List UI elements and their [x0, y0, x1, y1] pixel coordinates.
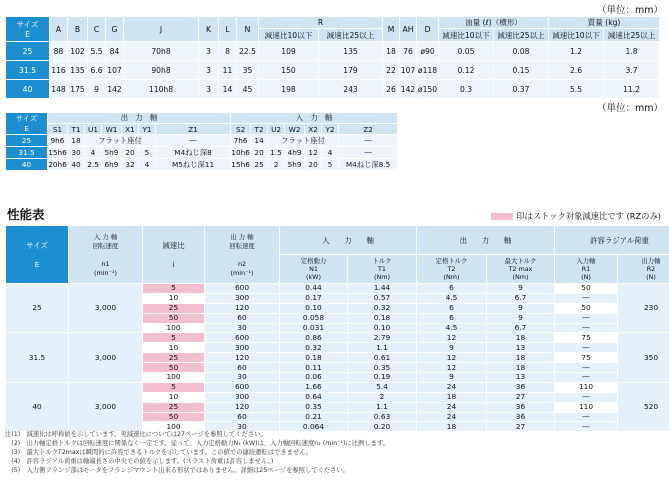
- rated-torque-cell: 9: [417, 373, 487, 383]
- stock-legend-text: 印はストック対象減速比です (RZのみ): [516, 211, 661, 221]
- shaft-table: [5, 112, 398, 171]
- rated-power-cell: 1.66: [280, 382, 348, 392]
- output-shaft-cell: 5h9: [102, 147, 122, 159]
- input-torque-cell: 1.1: [348, 402, 417, 412]
- col-D: D: [417, 17, 439, 42]
- dimension-cell: 0.08: [494, 42, 549, 61]
- rated-torque-cell: 9: [417, 343, 487, 353]
- radial-output-cell: 350: [618, 333, 669, 382]
- input-flat-seat-cell: フラット座付: [268, 135, 339, 147]
- dimension-cell: 110h8: [124, 80, 199, 99]
- input-shaft-cell: 15h6: [231, 160, 250, 169]
- dimension-row: [6, 42, 660, 61]
- dimension-cell: 5.5: [88, 42, 106, 61]
- shaft-size-cell: 40: [6, 159, 48, 171]
- dimension-cell: 2.6: [549, 61, 604, 80]
- shaft-row: [6, 147, 398, 159]
- dimension-cell: 8: [219, 42, 237, 61]
- perf-size-cell: 40: [6, 382, 69, 431]
- input-torque-cell: 0.19: [348, 373, 417, 383]
- output-shaft-header: 出 力 軸: [48, 113, 231, 124]
- dimension-table: [5, 16, 660, 99]
- input-torque-cell: 2: [348, 392, 417, 402]
- col-B: B: [68, 17, 88, 42]
- dimension-cell: 150: [259, 61, 319, 80]
- input-speed-header: 入 力 軸 回転速度 n1 (min⁻¹): [69, 226, 143, 284]
- input-shaft-cell: 25: [251, 159, 268, 171]
- radial-input-cell: 110: [555, 382, 618, 392]
- radial-output-cell: 230: [618, 284, 669, 333]
- shaft-size-cell: 25: [6, 135, 48, 147]
- shaft-size-header: サイズ E: [6, 113, 48, 135]
- col-A: A: [50, 17, 68, 42]
- max-torque-cell: 18: [487, 353, 555, 363]
- rated-power-cell: 0.18: [280, 353, 348, 363]
- unit-label: （単位：mm）: [596, 5, 663, 16]
- ratio-cell: 10: [143, 293, 205, 303]
- output-speed-header: 出 力 軸 回転速度 n2 (min⁻¹): [205, 226, 280, 284]
- rated-power-cell: 0.86: [280, 333, 348, 343]
- stock-swatch: [491, 213, 513, 220]
- performance-row: [6, 382, 669, 392]
- input-shaft-cell: M4ねじ深8.5: [339, 159, 398, 171]
- rated-power-cell: 0.10: [280, 303, 348, 313]
- dimension-cell: 0.15: [494, 61, 549, 80]
- radial-input-cell: ―: [555, 323, 618, 333]
- col-L: L: [219, 17, 237, 42]
- rated-torque-cell: 6: [417, 303, 487, 313]
- rated-torque-cell: 18: [417, 422, 487, 432]
- input-speed-cell: 3,000: [69, 284, 143, 333]
- rated-torque-cell: 12: [417, 363, 487, 373]
- rated-torque-cell: 6: [417, 313, 487, 323]
- ratio-cell: 25: [143, 303, 205, 313]
- output-shaft-cell: 20: [122, 147, 139, 159]
- dimension-cell: 107: [106, 61, 124, 80]
- input-torque-cell: 1.1: [348, 343, 417, 353]
- dimension-cell: ø150: [417, 80, 439, 99]
- max-torque-cell: 9: [487, 313, 555, 323]
- col-R-b: 減速比25以上: [319, 29, 383, 42]
- input-torque-cell: 0.63: [348, 412, 417, 422]
- size-cell: 25: [6, 42, 50, 61]
- max-torque-cell: 27: [487, 422, 555, 432]
- dimension-cell: 135: [68, 61, 88, 80]
- dimension-cell: 84: [106, 42, 124, 61]
- rated-power-cell: 0.32: [280, 343, 348, 353]
- input-shaft-col: X2: [305, 124, 322, 135]
- ratio-cell: 10: [143, 343, 205, 353]
- dimension-cell: 243: [319, 80, 383, 99]
- rated-torque-header: 定格トルク T2 (Nm): [417, 255, 487, 284]
- radial-input-cell: ―: [555, 343, 618, 353]
- radial-input-cell: ―: [555, 422, 618, 432]
- radial-input-header: 入力軸 R1 (N): [555, 255, 618, 284]
- dimension-cell: 0.37: [494, 80, 549, 99]
- output-speed-cell: 300: [205, 343, 280, 353]
- col-G: G: [106, 17, 124, 42]
- ratio-cell: 100: [143, 373, 205, 383]
- size-cell: 31.5: [6, 61, 50, 80]
- ratio-cell: 50: [143, 412, 205, 422]
- max-torque-header: 最大トルク T2 max (Nm): [487, 255, 555, 284]
- perf-size-cell: 25: [6, 284, 69, 333]
- output-speed-cell: 60: [205, 412, 280, 422]
- output-shaft-cell: 32: [122, 159, 139, 171]
- dimension-cell: 3.7: [604, 61, 660, 80]
- dimension-cell: 175: [68, 80, 88, 99]
- output-shaft-col: U1: [85, 124, 102, 135]
- col-R-a: 減速比10以下: [259, 29, 319, 42]
- input-torque-cell: 0.57: [348, 293, 417, 303]
- performance-title: 性能表: [7, 207, 45, 222]
- footnote-line: (5) 入力側フランジ部はモータをフランジマウント出来る形状ではありません。詳細は25ページを参照してください。: [5, 467, 350, 474]
- output-speed-cell: 120: [205, 402, 280, 412]
- output-shaft-cell: 6h9: [102, 159, 122, 171]
- ratio-cell: 5: [143, 382, 205, 392]
- col-M: M: [383, 17, 400, 42]
- rated-power-cell: 0.21: [280, 412, 348, 422]
- rated-power-cell: 0.35: [280, 402, 348, 412]
- performance-row: [6, 333, 669, 343]
- ratio-header: 減速比 i: [143, 226, 205, 284]
- output-speed-cell: 60: [205, 313, 280, 323]
- radial-input-cell: 75: [555, 353, 618, 363]
- output-shaft-cell: M4ねじ深8: [156, 147, 231, 159]
- radial-input-cell: 110: [555, 402, 618, 412]
- footnote-line: (2) 出力軸定格トルクは回転速度に関係なく一定です。従って、入力定格動力N₁ (kW)は、入力軸回転速度n₁ (min⁻¹)に比例します。: [5, 440, 389, 447]
- footnotes: [5, 430, 565, 475]
- ratio-cell: 10: [143, 392, 205, 402]
- dimension-cell: 148: [50, 80, 68, 99]
- dimension-cell: 116: [50, 61, 68, 80]
- rated-torque-cell: 24: [417, 402, 487, 412]
- dimension-cell: 3: [199, 61, 219, 80]
- dimension-cell: 6.6: [88, 61, 106, 80]
- dimension-cell: 18: [383, 42, 400, 61]
- input-torque-cell: 5.4: [348, 382, 417, 392]
- output-speed-cell: 600: [205, 333, 280, 343]
- radial-input-cell: ―: [555, 313, 618, 323]
- max-torque-cell: 18: [487, 363, 555, 373]
- dimension-cell: 102: [68, 42, 88, 61]
- dimension-cell: 0.3: [439, 80, 494, 99]
- output-shaft-col: S1: [48, 124, 68, 135]
- ratio-cell: 100: [143, 323, 205, 333]
- col-oil-b: 減速比25以上: [494, 29, 549, 42]
- input-torque-cell: 0.10: [348, 323, 417, 333]
- dimension-cell: 1.8: [604, 42, 660, 61]
- input-torque-cell: 0.20: [348, 422, 417, 432]
- footnote-line: 注(1) 減速比は呼称値を示しています。実減速比については27ページを参照してください。: [5, 431, 267, 438]
- rated-power-cell: 0.64: [280, 392, 348, 402]
- input-shaft-cell: 5: [322, 159, 339, 171]
- radial-header: 許容ラジアル荷重: [555, 226, 669, 255]
- dimension-cell: 26: [383, 80, 400, 99]
- input-torque-cell: 0.18: [348, 313, 417, 323]
- shaft-row: [6, 135, 398, 147]
- output-shaft-cell: 15h6: [48, 148, 67, 157]
- radial-output-header: 出力軸 R2 (N): [618, 255, 669, 284]
- dimension-cell: 5.5: [549, 80, 604, 99]
- dimension-cell: 0.05: [439, 42, 494, 61]
- input-shaft-col: Z2: [339, 124, 398, 135]
- dimension-cell: 179: [319, 61, 383, 80]
- dimension-cell: 109: [259, 42, 319, 61]
- dimension-cell: 88: [50, 42, 68, 61]
- input-shaft-cell: 7h6: [231, 135, 251, 147]
- dimension-cell: 198: [259, 80, 319, 99]
- output-speed-cell: 300: [205, 293, 280, 303]
- dimension-cell: 9: [88, 80, 106, 99]
- dimension-cell: ø90: [417, 42, 439, 61]
- max-torque-cell: 9: [487, 303, 555, 313]
- rated-torque-cell: 12: [417, 353, 487, 363]
- input-shaft-header: 入 力 軸: [231, 113, 398, 124]
- dimension-cell: 35: [237, 61, 259, 80]
- rated-power-header: 定格動力 N1 (kW): [280, 255, 348, 284]
- dimension-cell: ø118: [417, 61, 439, 80]
- input-torque-cell: 1.44: [348, 284, 417, 294]
- dimension-cell: 22: [383, 61, 400, 80]
- dimension-cell: 142: [400, 80, 417, 99]
- input-shaft-cell: 20: [251, 147, 268, 159]
- col-mass-b: 減速比25以上: [604, 29, 660, 42]
- output-speed-cell: 60: [205, 363, 280, 373]
- dimension-cell: 11: [219, 61, 237, 80]
- output-speed-cell: 600: [205, 382, 280, 392]
- max-torque-cell: 36: [487, 402, 555, 412]
- output-speed-cell: 120: [205, 353, 280, 363]
- output-shaft-col: Z1: [156, 124, 231, 135]
- dimension-row: [6, 80, 660, 99]
- dimension-cell: 76: [400, 42, 417, 61]
- radial-input-cell: ―: [555, 373, 618, 383]
- dimension-cell: 70h8: [124, 42, 199, 61]
- col-oil-a: 減速比10以下: [439, 29, 494, 42]
- performance-row: [6, 284, 669, 294]
- input-shaft-cell: ―: [339, 135, 398, 147]
- footnote-line: (4) 許容ラジアル荷重は軸端長さの中央での値を示します。(スラスト荷重は許容しません。): [5, 458, 274, 465]
- rated-torque-cell: 12: [417, 333, 487, 343]
- input-shaft-col: S2: [231, 124, 251, 135]
- rated-torque-cell: 24: [417, 382, 487, 392]
- col-K: K: [199, 17, 219, 42]
- rated-torque-cell: 24: [417, 412, 487, 422]
- output-speed-cell: 300: [205, 392, 280, 402]
- input-shaft-col: U2: [268, 124, 285, 135]
- radial-output-cell: 520: [618, 382, 669, 431]
- input-torque-cell: 0.35: [348, 363, 417, 373]
- dimension-cell: 14: [219, 80, 237, 99]
- perf-size-cell: 31.5: [6, 333, 69, 382]
- footnote-line: (3) 最大トルクT2maxは瞬間的に許容できるトルクを示しています。この値での連続運転はできません。: [5, 449, 313, 456]
- input-shaft-cell: 1.5: [268, 147, 285, 159]
- max-torque-cell: 6.7: [487, 323, 555, 333]
- rated-power-cell: 0.44: [280, 284, 348, 294]
- output-shaft-cell: 18: [68, 135, 85, 147]
- dimension-cell: 0.12: [439, 61, 494, 80]
- dimension-cell: 107: [400, 61, 417, 80]
- output-shaft-col: Y1: [139, 124, 156, 135]
- output-flat-seat-cell: フラット座付: [85, 135, 156, 147]
- dimension-cell: 11.2: [604, 80, 660, 99]
- rated-torque-cell: 4.5: [417, 323, 487, 333]
- dimension-cell: 45: [237, 80, 259, 99]
- input-shaft-cell: 20: [305, 159, 322, 171]
- output-shaft-cell: 2.5: [85, 159, 102, 171]
- dimension-cell: 1.2: [549, 42, 604, 61]
- ratio-cell: 5: [143, 284, 205, 294]
- shaft-row: [6, 159, 398, 171]
- col-AH: AH: [400, 17, 417, 42]
- dimension-cell: 135: [319, 42, 383, 61]
- rated-torque-cell: 18: [417, 392, 487, 402]
- rated-power-cell: 0.11: [280, 363, 348, 373]
- performance-table: [5, 225, 669, 432]
- output-speed-cell: 30: [205, 422, 280, 432]
- input-torque-cell: 0.32: [348, 303, 417, 313]
- max-torque-cell: 9: [487, 284, 555, 294]
- max-torque-cell: 27: [487, 392, 555, 402]
- radial-input-cell: 50: [555, 303, 618, 313]
- output-shaft-cell: 40: [68, 159, 85, 171]
- col-J: J: [124, 17, 199, 42]
- input-shaft-col: T2: [251, 124, 268, 135]
- output-speed-cell: 120: [205, 303, 280, 313]
- rated-power-cell: 0.058: [280, 313, 348, 323]
- input-shaft-cell: 4h9: [285, 147, 305, 159]
- col-mass-a: 減速比10以下: [549, 29, 604, 42]
- radial-input-cell: 50: [555, 284, 618, 294]
- input-shaft-cell: 4: [322, 147, 339, 159]
- radial-input-cell: ―: [555, 392, 618, 402]
- input-shaft-cell: 2: [268, 159, 285, 171]
- max-torque-cell: 13: [487, 343, 555, 353]
- output-shaft-cell: 5: [139, 147, 156, 159]
- size-header: サイズ E: [6, 17, 50, 42]
- input-torque-cell: 0.61: [348, 353, 417, 363]
- input-speed-cell: 3,000: [69, 382, 143, 431]
- rated-torque-cell: 4.5: [417, 293, 487, 303]
- rated-power-cell: 0.064: [280, 422, 348, 432]
- max-torque-cell: 18: [487, 333, 555, 343]
- dimension-row: [6, 61, 660, 80]
- input-shaft-cell: 14: [251, 135, 268, 147]
- max-torque-cell: 36: [487, 412, 555, 422]
- input-shaft-col: W2: [285, 124, 305, 135]
- output-shaft-cell: 4: [139, 159, 156, 171]
- output-speed-cell: 30: [205, 373, 280, 383]
- dimension-cell: 22.5: [237, 42, 259, 61]
- output-shaft-col: T1: [68, 124, 85, 135]
- output-header: 出 力 軸: [417, 226, 555, 255]
- output-speed-cell: 600: [205, 284, 280, 294]
- input-shaft-cell: 5h9: [285, 159, 305, 171]
- output-shaft-col: W1: [102, 124, 122, 135]
- radial-input-cell: 75: [555, 333, 618, 343]
- input-shaft-cell: 10h6: [231, 148, 250, 157]
- shaft-size-cell: 31.5: [6, 147, 48, 159]
- shaft-unit-label: （単位：mm）: [596, 103, 663, 114]
- dimension-cell: 142: [106, 80, 124, 99]
- rated-power-cell: 0.06: [280, 373, 348, 383]
- dimension-cell: 3: [199, 42, 219, 61]
- perf-size-header: サイズ E: [6, 226, 69, 284]
- radial-input-cell: ―: [555, 363, 618, 373]
- input-torque-cell: 2.79: [348, 333, 417, 343]
- ratio-cell: 100: [143, 422, 205, 432]
- ratio-cell: 5: [143, 333, 205, 343]
- rated-torque-cell: 6: [417, 284, 487, 294]
- input-header: 入 力 軸: [280, 226, 417, 255]
- ratio-cell: 25: [143, 353, 205, 363]
- col-R: R: [259, 17, 383, 29]
- output-shaft-cell: M5ねじ深11: [156, 159, 231, 171]
- rated-power-cell: 0.17: [280, 293, 348, 303]
- max-torque-cell: 13: [487, 373, 555, 383]
- rated-power-cell: 0.031: [280, 323, 348, 333]
- output-shaft-cell: 4: [85, 147, 102, 159]
- size-cell: 40: [6, 80, 50, 99]
- output-shaft-cell: ―: [156, 135, 231, 147]
- col-mass: 質量 (kg): [549, 17, 660, 29]
- stock-legend: [491, 210, 661, 222]
- col-C: C: [88, 17, 106, 42]
- radial-input-cell: ―: [555, 412, 618, 422]
- output-shaft-cell: 9h6: [48, 135, 68, 147]
- input-speed-cell: 3,000: [69, 333, 143, 382]
- input-shaft-cell: ―: [339, 147, 398, 159]
- output-speed-cell: 30: [205, 323, 280, 333]
- max-torque-cell: 6.7: [487, 293, 555, 303]
- dimension-cell: 90h8: [124, 61, 199, 80]
- dimension-cell: 3: [199, 80, 219, 99]
- ratio-cell: 50: [143, 363, 205, 373]
- input-shaft-cell: 12: [305, 147, 322, 159]
- col-N: N: [237, 17, 259, 42]
- output-shaft-cell: 20h6: [48, 160, 67, 169]
- output-shaft-col: X1: [122, 124, 139, 135]
- radial-input-cell: ―: [555, 293, 618, 303]
- output-shaft-cell: 30: [68, 147, 85, 159]
- max-torque-cell: 36: [487, 382, 555, 392]
- input-shaft-col: Y2: [322, 124, 339, 135]
- ratio-cell: 25: [143, 402, 205, 412]
- ratio-cell: 50: [143, 313, 205, 323]
- input-torque-header: トルク T1 (Nm): [348, 255, 417, 284]
- col-oil: 油量 (ℓ)（横形）: [439, 17, 549, 29]
